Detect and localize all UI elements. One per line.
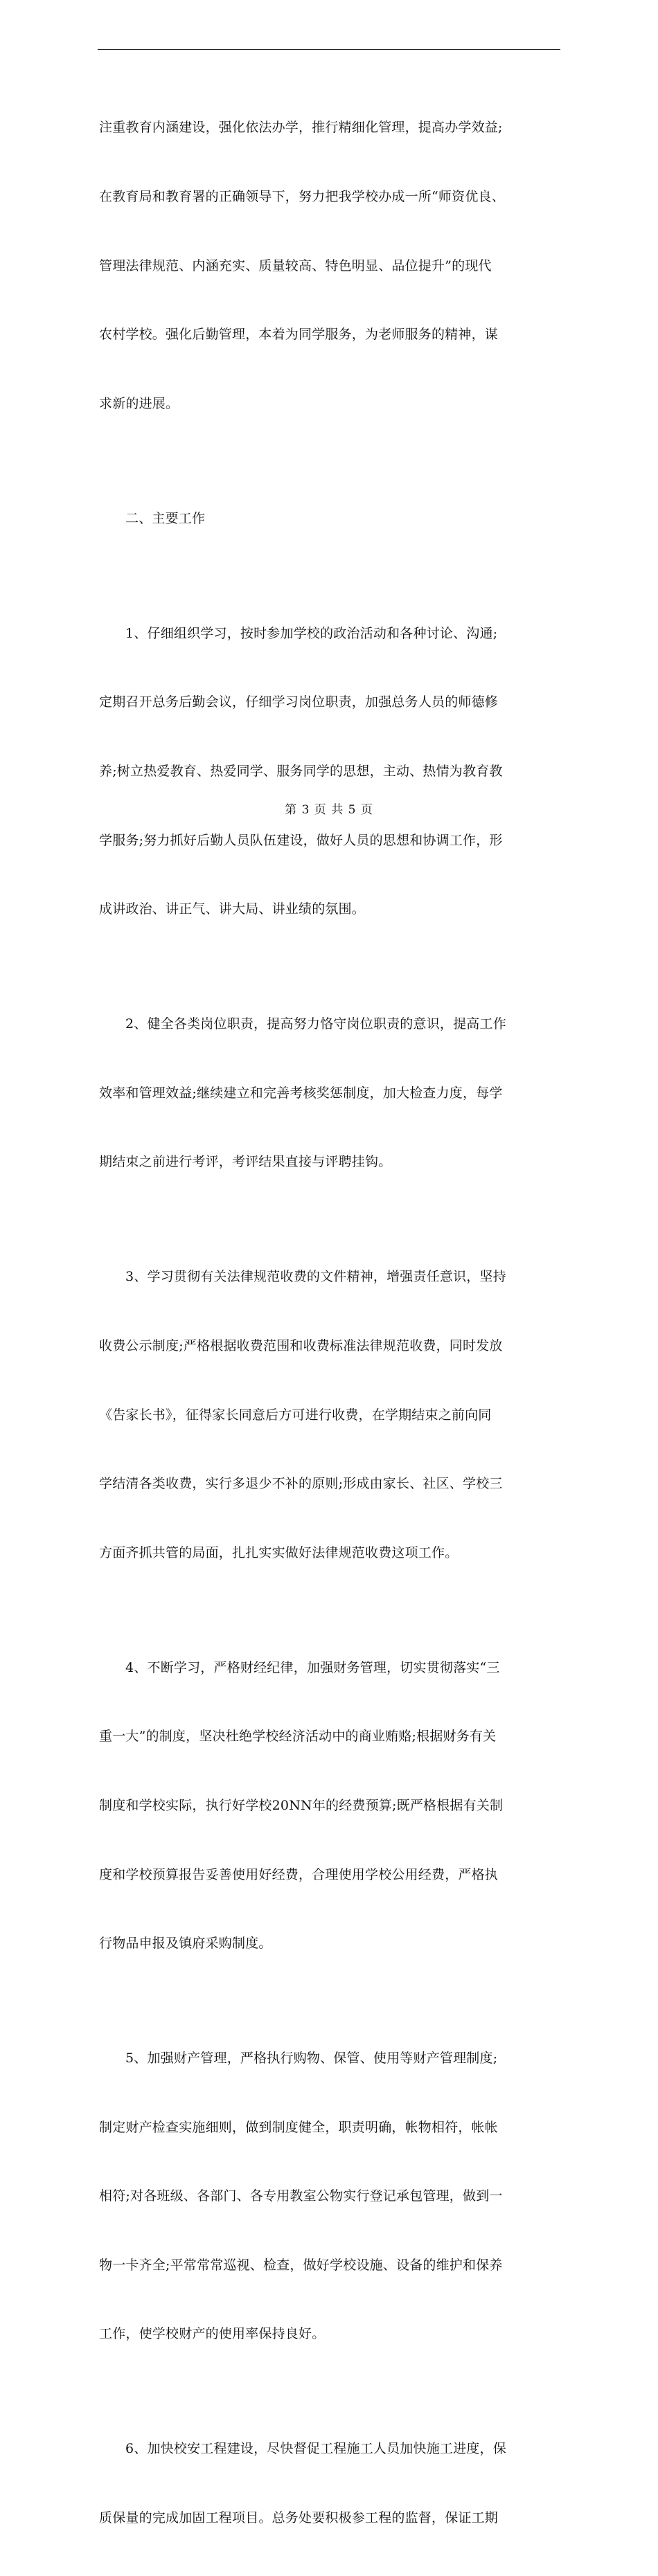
- text-line: 定期召开总务后勤会议，仔细学习岗位职责，加强总务人员的师德修: [99, 694, 499, 710]
- text-line: 养;树立热爱教育、热爱同学、服务同学的思想，主动、热情为教育教: [99, 763, 503, 779]
- text-line: 期结束之前进行考评，考评结果直接与评聘挂钩。: [99, 1154, 392, 1170]
- text-line: 农村学校。强化后勤管理，本着为同学服务，为老师服务的精神，谋: [99, 327, 499, 343]
- text-line: 学结清各类收费，实行多退少不补的原则;形成由家长、社区、学校三: [99, 1476, 503, 1492]
- text-line: 相符;对各班级、各部门、各专用教室公物实行登记承包管理，做到一: [99, 2188, 503, 2204]
- paragraph-item-5: [99, 2001, 560, 2392]
- text-line: 收费公示制度;严格根据收费范围和收费标准法律规范收费，同时发放: [99, 1337, 503, 1353]
- text-line: 工作，使学校财产的使用率保持良好。: [99, 2326, 326, 2342]
- text-line: 重一大”的制度，坚决杜绝学校经济活动中的商业贿赂;根据财务有关: [99, 1729, 497, 1745]
- text-line: 求新的进展。: [99, 395, 179, 411]
- text-line: 质保量的完成加固工程项目。总务处要积极参工程的监督，保证工期: [99, 2510, 499, 2526]
- text-line: 制定财产检查实施细则，做到制度健全，职责明确，帐物相符，帐帐: [99, 2119, 499, 2135]
- text-line: 注重教育内涵建设，强化依法办学，推行精细化管理，提高办学效益;: [99, 120, 503, 136]
- text-line: 制度和学校实际，执行好学校20NN年的经费预算;既严格根据有关制: [99, 1797, 504, 1813]
- text-line: 物一卡齐全;平常常常巡视、检查，做好学校设施、设备的维护和保养: [99, 2257, 503, 2273]
- text-line: 6、加快校安工程建设，尽快督促工程施工人员加快施工进度，保: [125, 2441, 506, 2457]
- text-line: 度和学校预算报告妥善使用好经费，合理使用学校公用经费，严格执: [99, 1866, 499, 1882]
- paragraph-item-3: [99, 1220, 560, 1610]
- text-line: 《告家长书》，征得家长同意后方可进行收费，在学期结束之前向同: [99, 1407, 492, 1423]
- paragraph-item-6: [99, 2392, 560, 2576]
- text-line: 5、加强财产管理，严格执行购物、保管、使用等财产管理制度;: [125, 2051, 498, 2066]
- paragraph-item-1: [99, 576, 560, 966]
- paragraph-intro: [99, 71, 560, 461]
- text-line: 1、仔细组织学习，按时参加学校的政治活动和各种讨论、沟通;: [125, 625, 498, 641]
- text-line: 成讲政治、讲正气、讲大局、讲业绩的氛围。: [99, 901, 366, 917]
- text-line: 管理法律规范、内涵充实、质量较高、特色明显、品位提升”的现代: [99, 258, 492, 273]
- header-divider: [98, 49, 560, 50]
- paragraph-item-4: [99, 1610, 560, 2001]
- page-number: 第 3 页 共 5 页: [285, 803, 373, 817]
- text-line: 在教育局和教育署的正确领导下，努力把我学校办成一所“师资优良、: [99, 189, 505, 204]
- paragraph-item-2: [99, 967, 560, 1220]
- section-heading-text: 二、主要工作: [125, 510, 206, 526]
- text-line: 效率和管理效益;继续建立和完善考核奖惩制度，加大检查力度，每学: [99, 1085, 503, 1101]
- document-body: [99, 71, 560, 2576]
- text-line: 方面齐抓共管的局面，扎扎实实做好法律规范收费这项工作。: [99, 1544, 459, 1560]
- text-line: 3、学习贯彻有关法律规范收费的文件精神，增强责任意识，坚持: [125, 1269, 506, 1285]
- text-line: 学服务;努力抓好后勤人员队伍建设，做好人员的思想和协调工作，形: [99, 832, 503, 848]
- text-line: 4、不断学习，严格财经纪律，加强财务管理，切实贯彻落实“三: [125, 1659, 500, 1675]
- text-line: 2、健全各类岗位职责，提高努力恪守岗位职责的意识，提高工作: [125, 1016, 506, 1032]
- text-line: 行物品申报及镇府采购制度。: [99, 1936, 272, 1952]
- section-heading: [99, 461, 560, 576]
